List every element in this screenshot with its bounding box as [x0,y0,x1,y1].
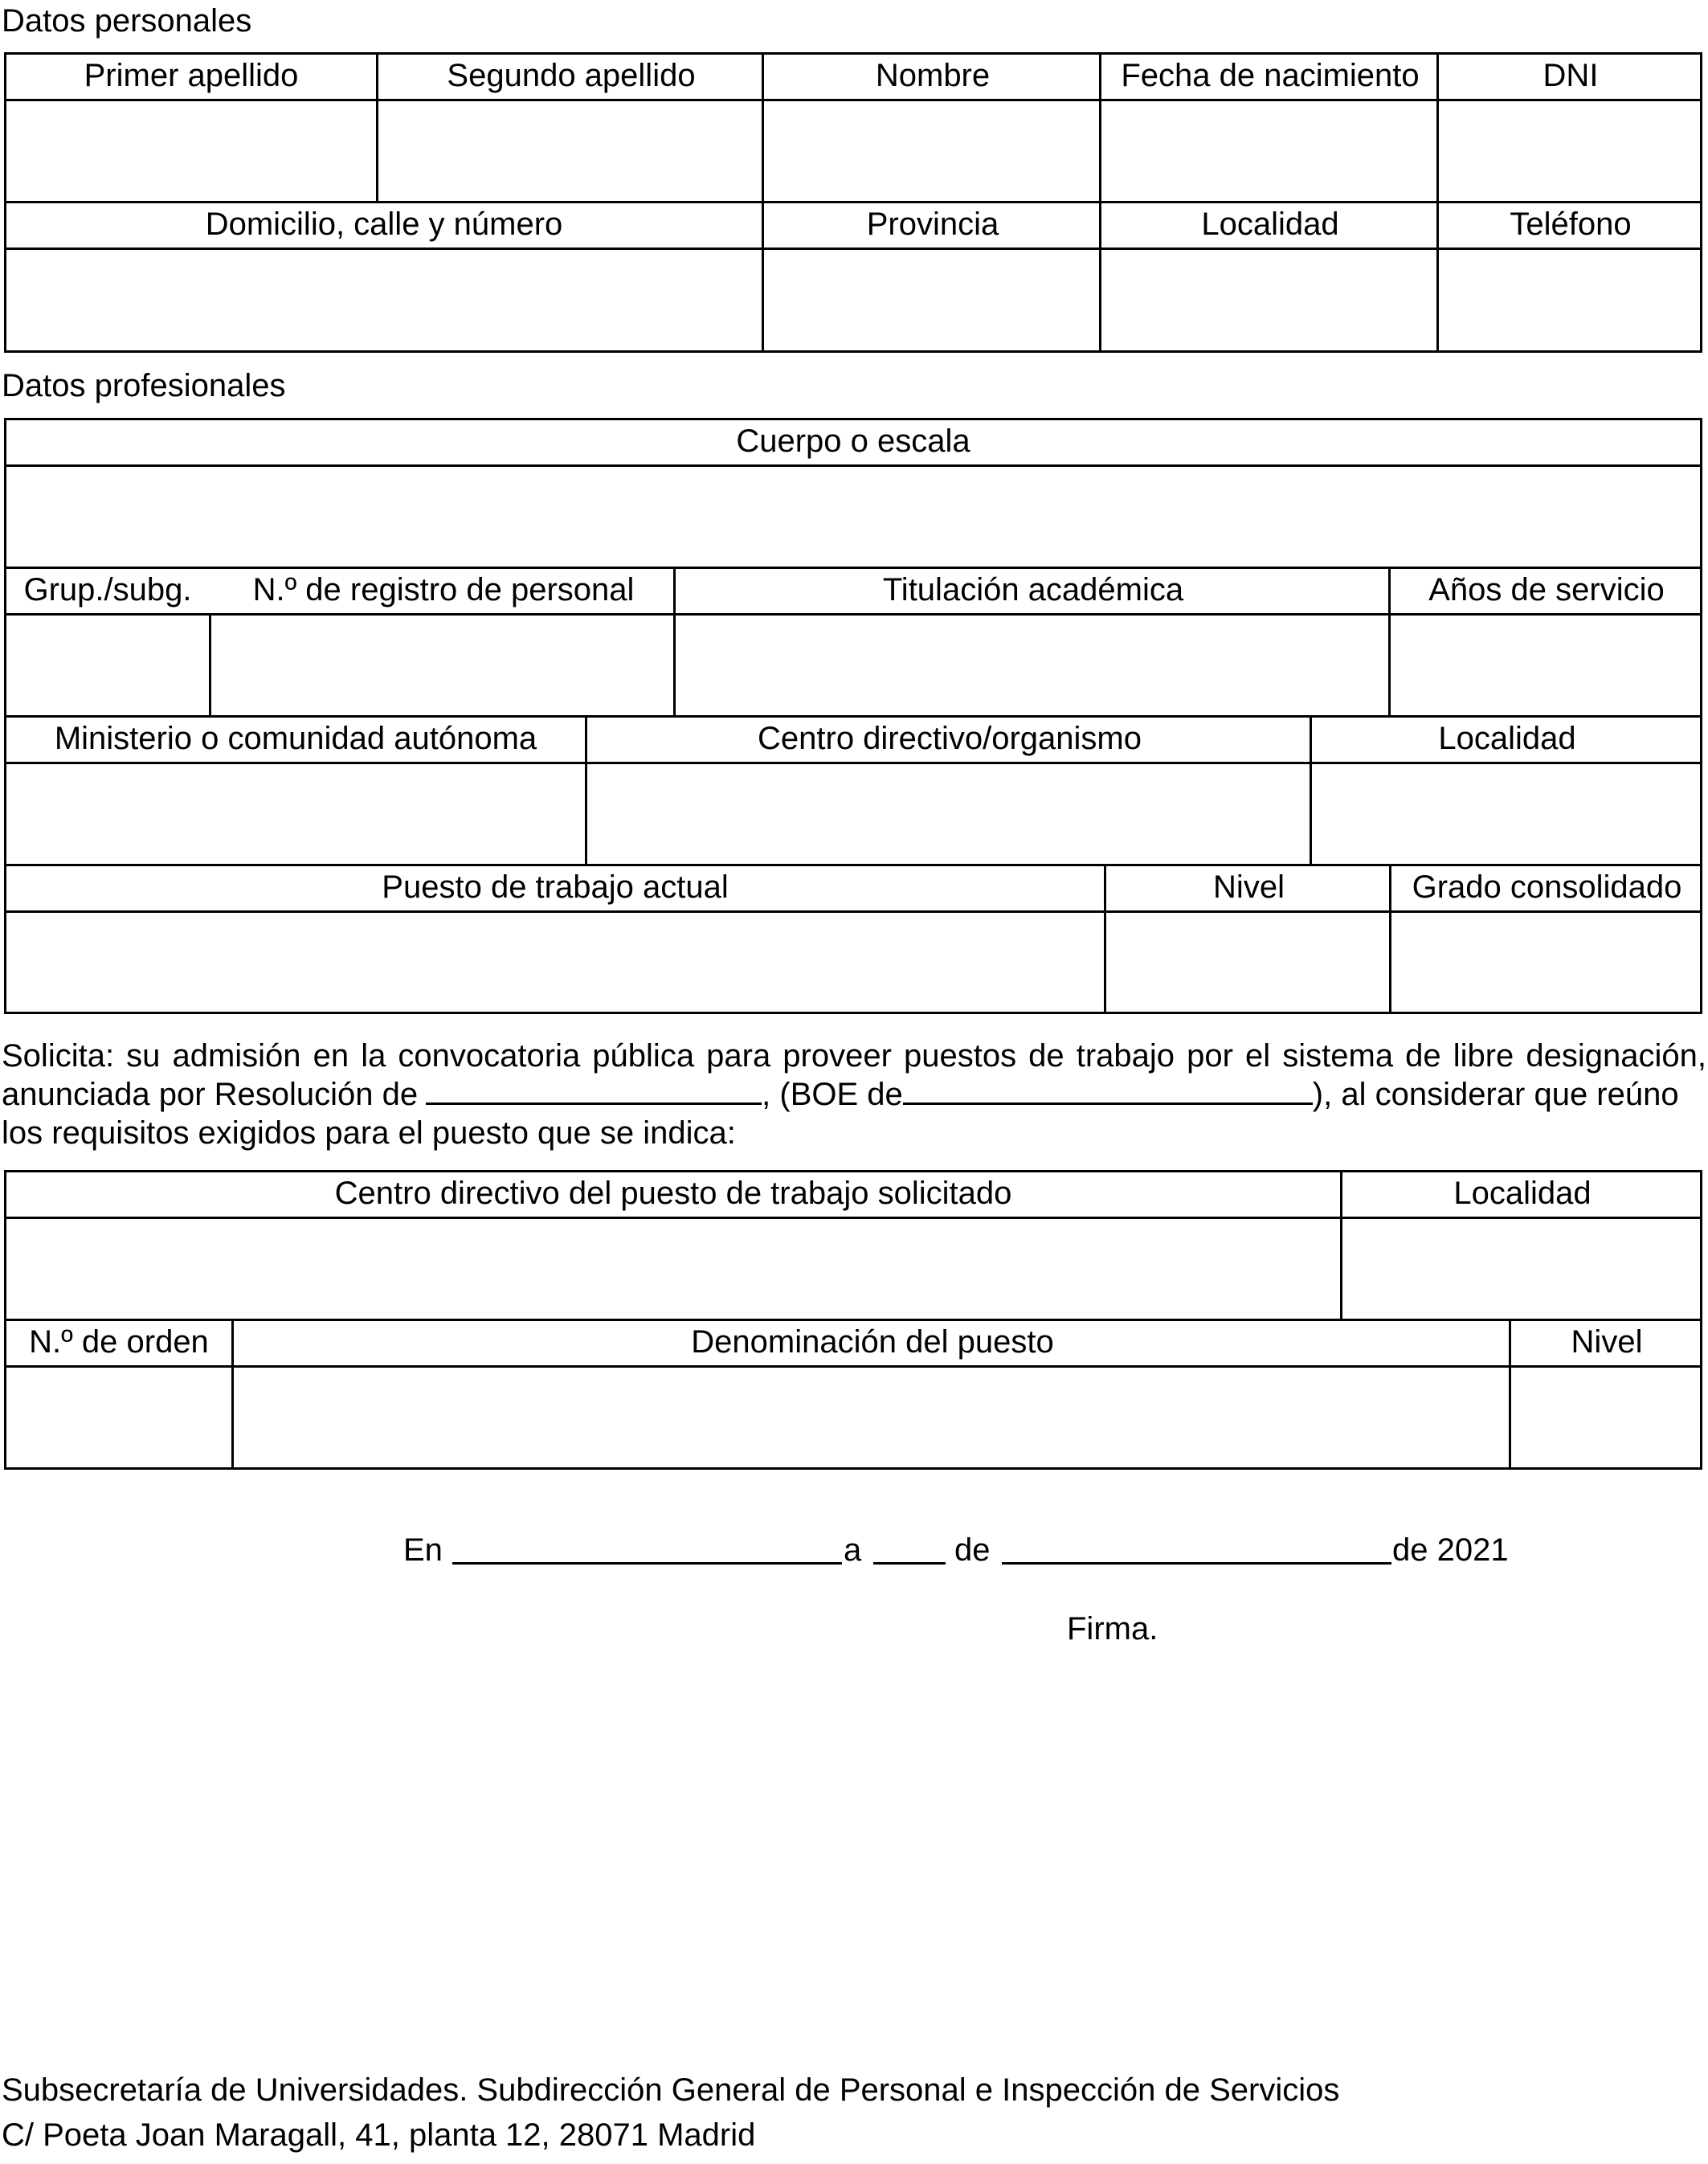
resolucion-date-field[interactable] [426,1075,762,1105]
label-domicilio: Domicilio, calle y número [205,207,563,242]
row-divider [4,762,1702,764]
row-divider [4,1365,1702,1368]
label-dni: DNI [1543,58,1599,93]
label-numero-orden: N.º de orden [29,1324,209,1360]
request-resolucion-label: anunciada por Resolución de [2,1077,419,1112]
request-tail-label: ), al considerar que reúno [1312,1077,1679,1112]
label-provincia: Provincia [866,207,999,242]
personal-data-grid [4,52,1702,353]
signature-de-label: de [954,1532,991,1568]
label-primer-apellido: Primer apellido [84,58,299,93]
signature-a-label: a [844,1532,862,1568]
row-divider [4,464,1702,467]
section-title-professional: Datos profesionales [2,368,286,403]
request-line-1: Solicita: su admisión en la convocatoria pública para proveer puestos de trabajo por el sistema de libre designación, [2,1038,1706,1074]
label-centro-directivo: Centro directivo/organismo [758,721,1142,756]
label-localidad-puesto: Localidad [1453,1176,1592,1211]
label-cuerpo-escala: Cuerpo o escala [736,423,970,459]
signature-day-field[interactable] [873,1562,946,1565]
label-denominacion-puesto: Denominación del puesto [691,1324,1054,1360]
signature-en-label: En [403,1532,443,1568]
label-grupo-subgrupo: Grup./subg. [23,572,192,607]
request-line-2 [2,1075,1706,1114]
label-segundo-apellido: Segundo apellido [447,58,696,93]
row-divider [4,247,1702,250]
label-registro-personal: N.º de registro de personal [252,572,635,607]
label-fecha-nacimiento: Fecha de nacimiento [1121,58,1420,93]
label-titulacion: Titulación académica [882,572,1184,607]
label-nivel-puesto: Nivel [1571,1324,1643,1360]
request-line-3: los requisitos exigidos para el puesto que se indica: [2,1115,736,1151]
row-divider [4,99,1702,101]
section-title-personal: Datos personales [2,3,252,39]
professional-data-grid [4,418,1702,1014]
label-anos-servicio: Años de servicio [1428,572,1665,607]
request-paragraph [2,1037,1706,1152]
label-nivel-actual: Nivel [1213,869,1285,905]
row-divider [4,613,1702,616]
label-ministerio: Ministerio o comunidad autónoma [54,721,537,756]
footer-address-line-1: Subsecretaría de Universidades. Subdirección General de Personal e Inspección de Servicios [2,2072,1340,2108]
signature-month-field[interactable] [1002,1562,1391,1565]
label-grado-consolidado: Grado consolidado [1412,869,1682,905]
boe-date-field[interactable] [903,1075,1313,1105]
label-centro-puesto-solicitado: Centro directivo del puesto de trabajo solicitado [334,1176,1012,1211]
signature-year-label: de 2021 [1392,1532,1509,1568]
row-divider [4,1217,1702,1219]
footer-address-line-2: C/ Poeta Joan Maragall, 41, planta 12, 28071 Madrid [2,2117,756,2153]
label-telefono: Teléfono [1510,207,1632,242]
row-divider [4,910,1702,913]
label-localidad: Localidad [1201,207,1339,242]
request-boe-label: , (BOE de [762,1077,903,1112]
column-divider [209,613,211,715]
position-request-grid [4,1170,1702,1470]
label-localidad-prof: Localidad [1438,721,1576,756]
label-nombre: Nombre [875,58,991,93]
signature-place-field[interactable] [452,1562,842,1565]
signature-firma-label: Firma. [1067,1611,1158,1647]
label-puesto-actual: Puesto de trabajo actual [382,869,729,905]
